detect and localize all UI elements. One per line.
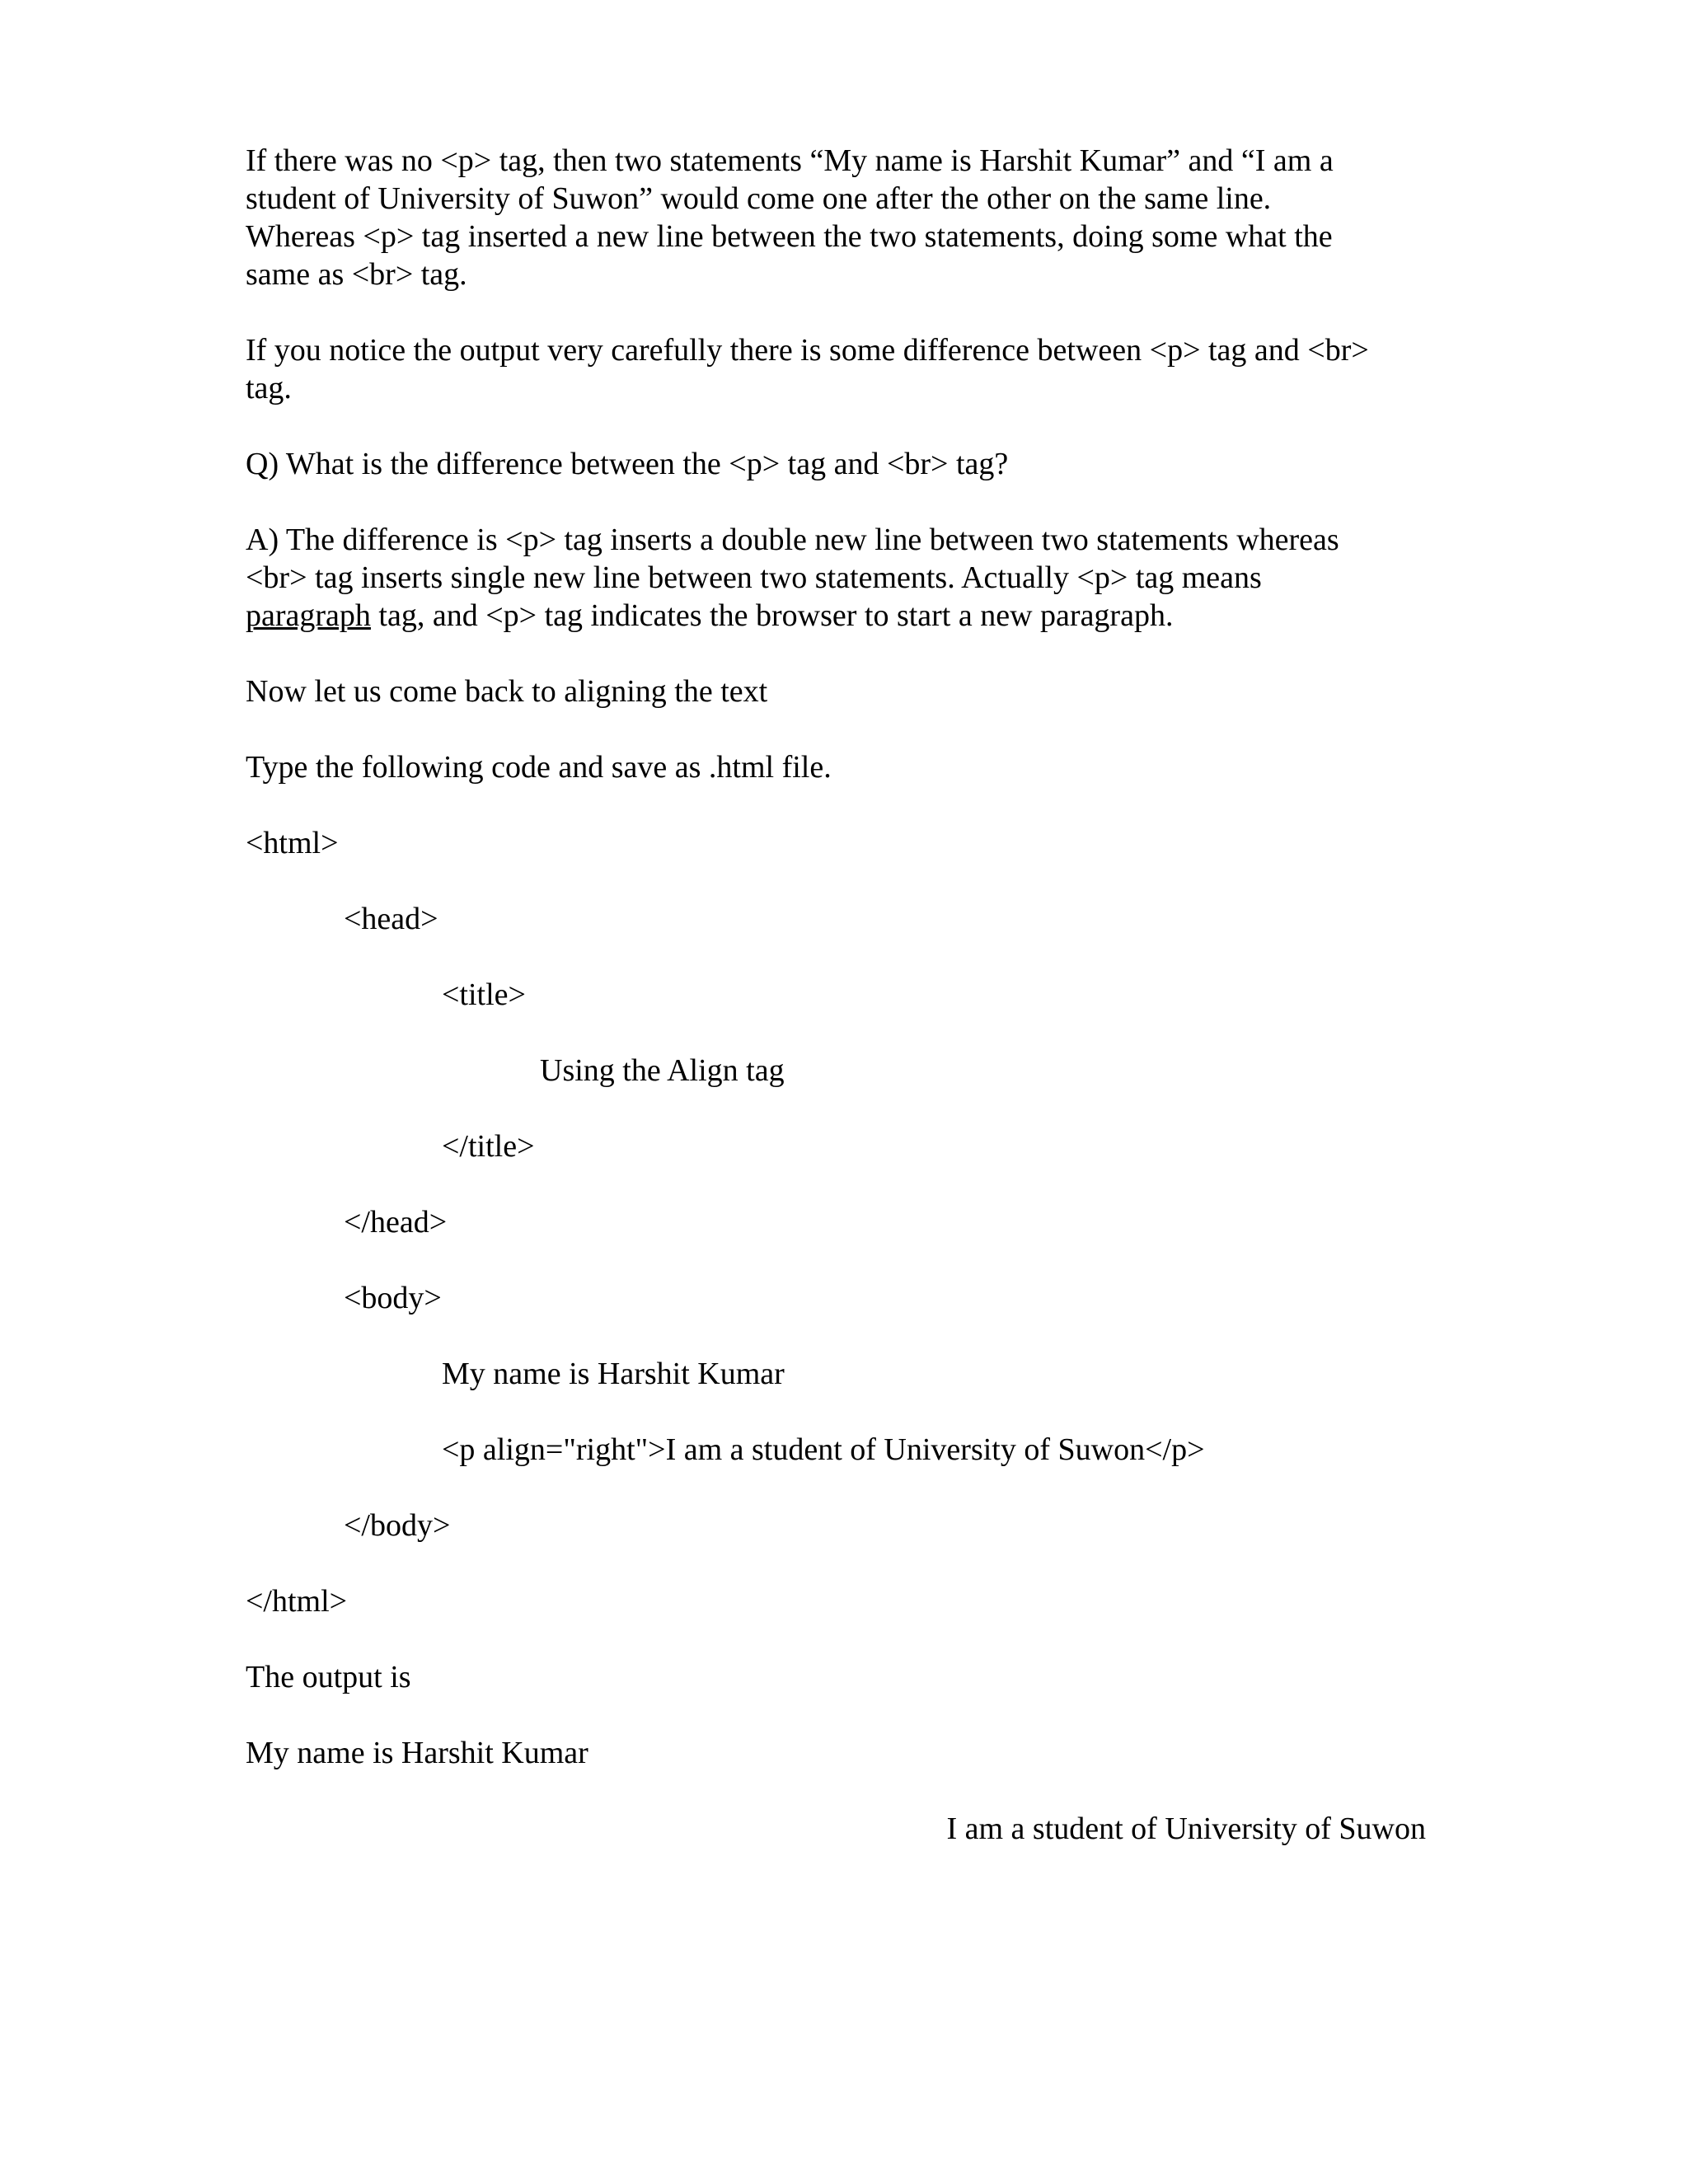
code-line: <html>: [246, 826, 339, 860]
code-line: </html>: [246, 1584, 348, 1619]
instruction-paragraph: [246, 748, 1426, 786]
text-line: I am a student of University of Suwon: [946, 1811, 1426, 1846]
output-line-right: [246, 1810, 1426, 1848]
code-line: Using the Align tag: [540, 1053, 785, 1088]
intro-paragraph: [246, 142, 1426, 293]
text-line: If there was no <p> tag, then two statements “My name is Harshit Kumar” and “I am a: [246, 143, 1334, 178]
align-intro-paragraph: [246, 673, 1426, 710]
text-line: If you notice the output very carefully there is some difference between <p> tag and <br>: [246, 333, 1369, 368]
code-line: <head>: [344, 902, 438, 936]
code-line: <title>: [442, 977, 526, 1012]
text-line: same as <br> tag.: [246, 257, 467, 292]
text-line: <br> tag inserts single new line between two statements. Actually <p> tag means: [246, 560, 1262, 595]
text-line: tag.: [246, 371, 292, 405]
question-text: Q) What is the difference between the <p> tag and <br> tag?: [246, 447, 1009, 481]
text-span: tag, and <p> tag indicates the browser to start a new paragraph.: [370, 598, 1174, 633]
document-page: [246, 142, 1426, 1848]
text-line: [246, 597, 1426, 635]
text-line: Type the following code and save as .html file.: [246, 750, 832, 785]
notice-paragraph: [246, 331, 1426, 407]
underlined-word: paragraph: [246, 598, 371, 633]
output-line-left: [246, 1734, 1426, 1772]
text-line: Now let us come back to aligning the text: [246, 674, 768, 709]
code-line: <p align="right">I am a student of University of Suwon</p>: [442, 1432, 1205, 1467]
code-block: [246, 824, 1426, 1620]
code-line: <body>: [344, 1281, 442, 1315]
code-line: </title>: [442, 1129, 535, 1164]
text-line: Whereas <p> tag inserted a new line between the two statements, doing some what the: [246, 219, 1333, 254]
code-line: My name is Harshit Kumar: [442, 1357, 785, 1391]
question-paragraph: [246, 445, 1426, 483]
code-line: </body>: [344, 1508, 451, 1543]
code-line: </head>: [344, 1205, 448, 1240]
text-line: A) The difference is <p> tag inserts a double new line between two statements whereas: [246, 523, 1339, 557]
output-label: [246, 1658, 1426, 1696]
answer-paragraph: [246, 521, 1426, 635]
text-line: The output is: [246, 1660, 411, 1694]
text-line: student of University of Suwon” would come one after the other on the same line.: [246, 181, 1272, 216]
text-line: My name is Harshit Kumar: [246, 1736, 588, 1770]
